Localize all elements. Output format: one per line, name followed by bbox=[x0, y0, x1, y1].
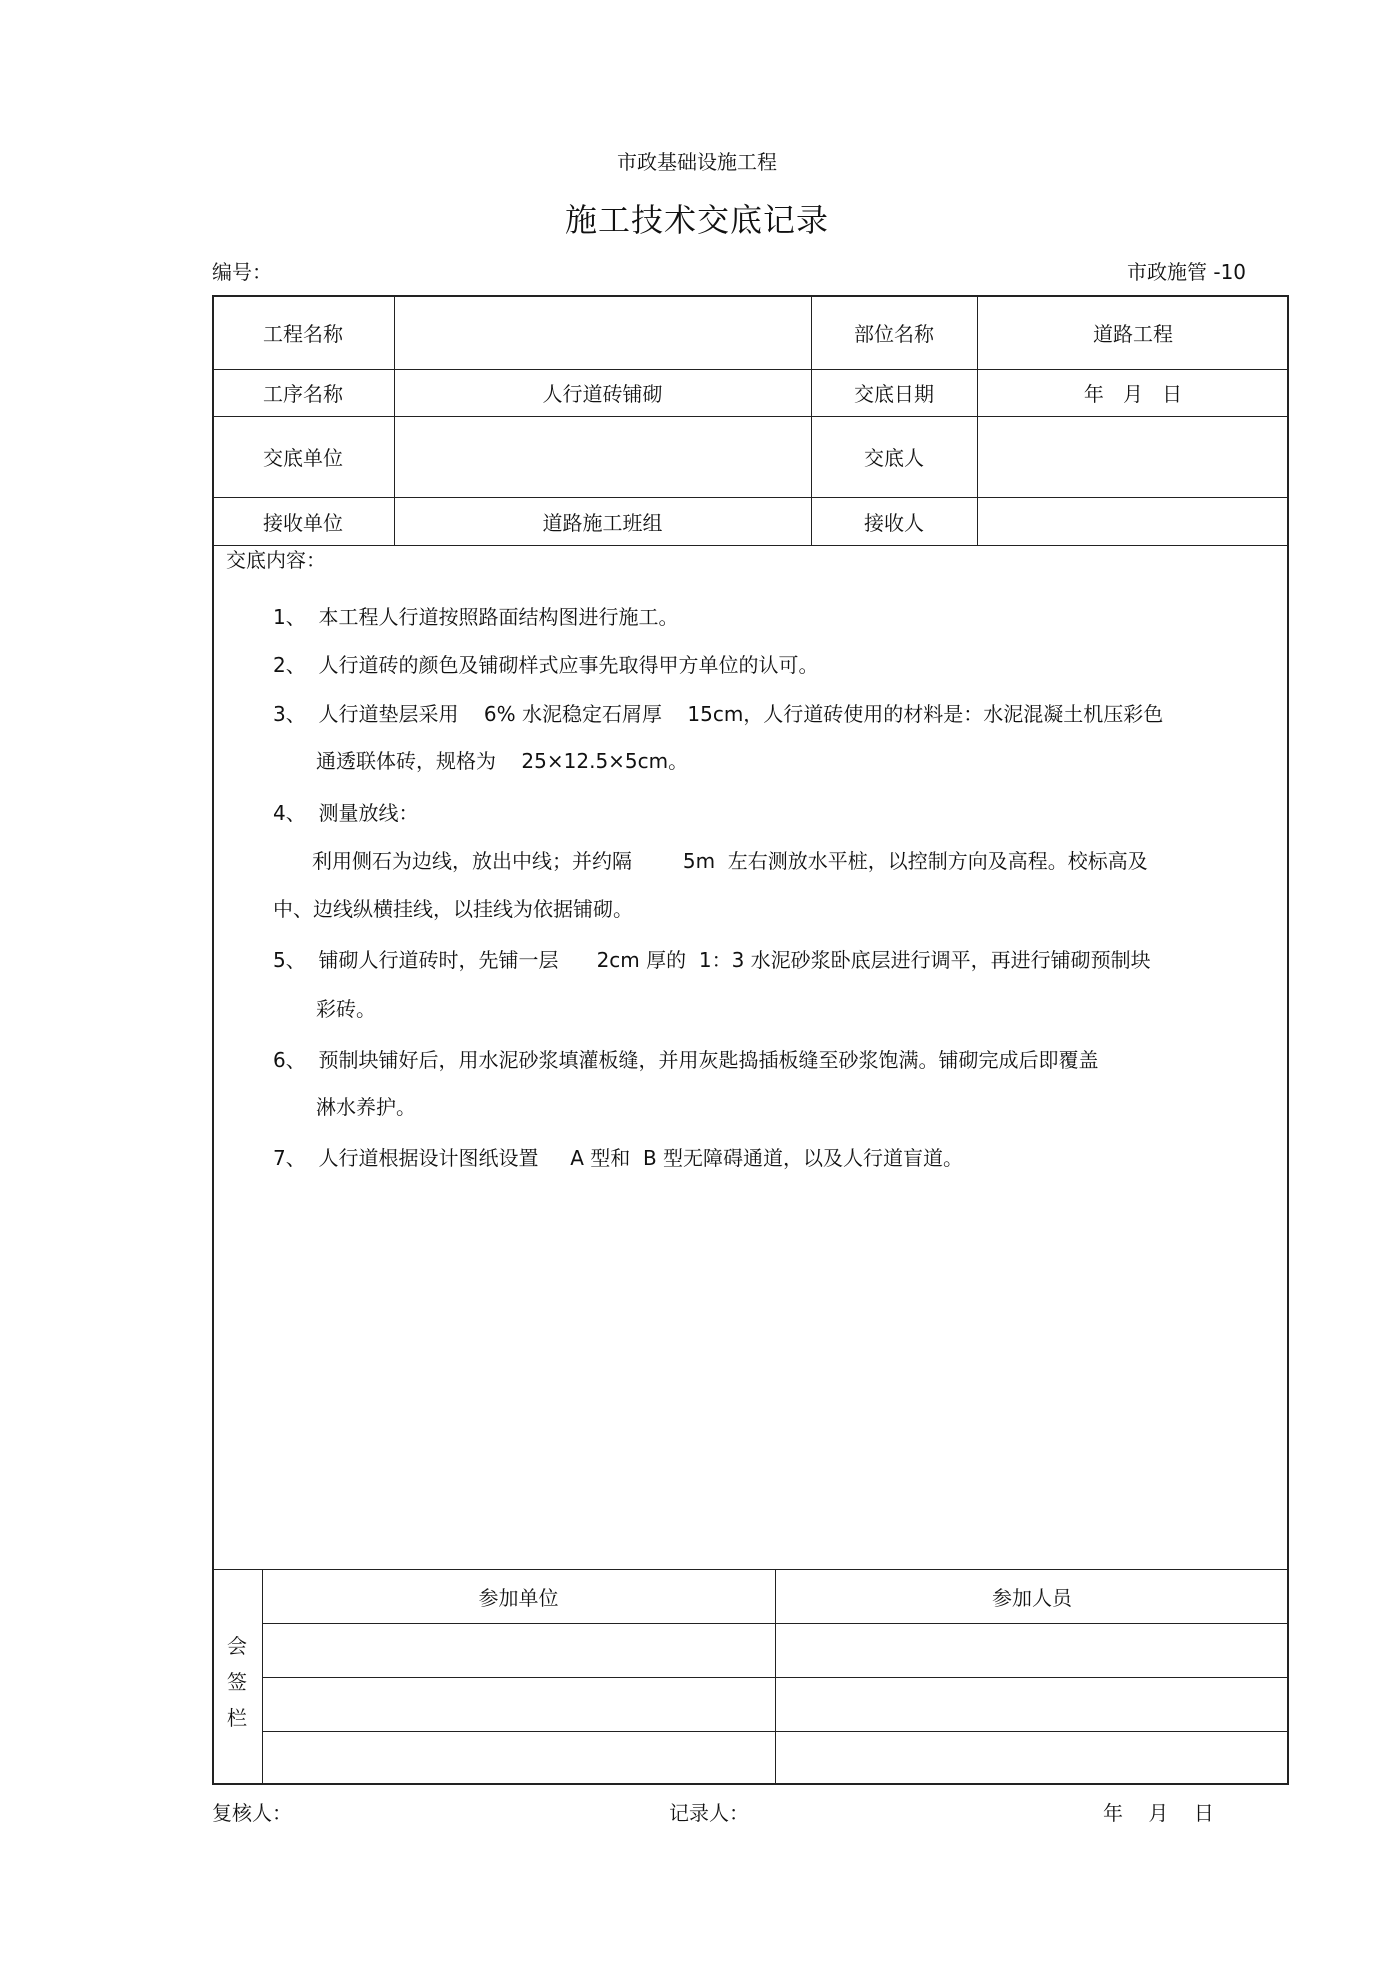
sign-column-label-char: 会 bbox=[227, 1634, 247, 1658]
participating-staff-cell[interactable] bbox=[775, 1731, 1289, 1785]
content-line: 7、 人行道根据设计图纸设置 A 型和 B 型无障碍通道，以及人行道盲道。 bbox=[273, 1146, 964, 1170]
document-subtitle: 市政基础设施工程 bbox=[617, 150, 777, 174]
reviewer-label: 复核人： bbox=[212, 1801, 292, 1825]
sign-column-label-char: 栏 bbox=[227, 1706, 247, 1730]
content-line: 彩砖。 bbox=[316, 997, 376, 1021]
project-name-value[interactable] bbox=[394, 295, 811, 369]
discloser-label: 交底人 bbox=[864, 446, 924, 470]
receiving-unit-value[interactable]: 道路施工班组 bbox=[542, 510, 663, 535]
disclosing-unit-value[interactable] bbox=[394, 416, 811, 497]
participating-unit-cell[interactable] bbox=[262, 1677, 775, 1731]
process-name-value[interactable]: 人行道砖铺砌 bbox=[542, 382, 663, 406]
participating-staff-cell[interactable] bbox=[775, 1623, 1289, 1677]
discloser-value[interactable] bbox=[977, 416, 1289, 497]
disclosure-date-label: 交底日期 bbox=[854, 382, 934, 406]
form-code: 市政施管 -10 bbox=[1127, 260, 1247, 284]
footer-date: 年 月 日 bbox=[1103, 1801, 1214, 1825]
content-line: 通透联体砖，规格为 25×12.5×5cm。 bbox=[316, 749, 689, 773]
disclosing-unit-label: 交底单位 bbox=[263, 446, 343, 470]
disclosure-date-value[interactable]: 年 月 日 bbox=[1083, 382, 1183, 406]
process-name-label: 工序名称 bbox=[263, 382, 343, 406]
content-line: 1、 本工程人行道按照路面结构图进行施工。 bbox=[273, 605, 679, 629]
part-name-label: 部位名称 bbox=[854, 321, 934, 346]
participating-unit-cell[interactable] bbox=[262, 1731, 775, 1785]
content-line: 2、 人行道砖的颜色及铺砌样式应事先取得甲方单位的认可。 bbox=[273, 653, 819, 677]
content-line: 5、 铺砌人行道砖时，先铺一层 2cm 厚的 1：3 水泥砂浆卧底层进行调平，再进行铺砌预制块 bbox=[273, 948, 1151, 972]
project-name-label: 工程名称 bbox=[263, 321, 343, 346]
participating-unit-header: 参加单位 bbox=[478, 1585, 559, 1610]
document-title: 施工技术交底记录 bbox=[564, 201, 829, 239]
receiver-label: 接收人 bbox=[864, 510, 924, 535]
content-line: 利用侧石为边线，放出中线；并约隔 5m 左右测放水平桩，以控制方向及高程。校标高及 bbox=[312, 849, 1148, 873]
receiving-unit-label: 接收单位 bbox=[263, 510, 343, 535]
content-line: 3、 人行道垫层采用 6% 水泥稳定石屑厚 15cm，人行道砖使用的材料是：水泥混凝土机压彩色 bbox=[273, 702, 1164, 726]
participating-staff-cell[interactable] bbox=[775, 1677, 1289, 1731]
participating-staff-header: 参加人员 bbox=[992, 1585, 1072, 1610]
content-line: 4、 测量放线： bbox=[273, 801, 419, 825]
content-line: 中、边线纵横挂线，以挂线为依据铺砌。 bbox=[273, 897, 633, 921]
receiver-value[interactable] bbox=[977, 497, 1289, 545]
recorder-label: 记录人： bbox=[669, 1801, 749, 1825]
content-heading: 交底内容： bbox=[226, 548, 326, 572]
content-line: 淋水养护。 bbox=[316, 1095, 416, 1119]
participating-unit-cell[interactable] bbox=[262, 1623, 775, 1677]
content-line: 6、 预制块铺好后，用水泥砂浆填灌板缝，并用灰匙捣插板缝至砂浆饱满。铺砌完成后即覆盖 bbox=[273, 1048, 1099, 1072]
sign-column-label-char: 签 bbox=[227, 1670, 247, 1694]
table-divider bbox=[212, 545, 1289, 546]
number-label: 编号： bbox=[212, 260, 272, 284]
part-name-value[interactable]: 道路工程 bbox=[1093, 321, 1173, 346]
